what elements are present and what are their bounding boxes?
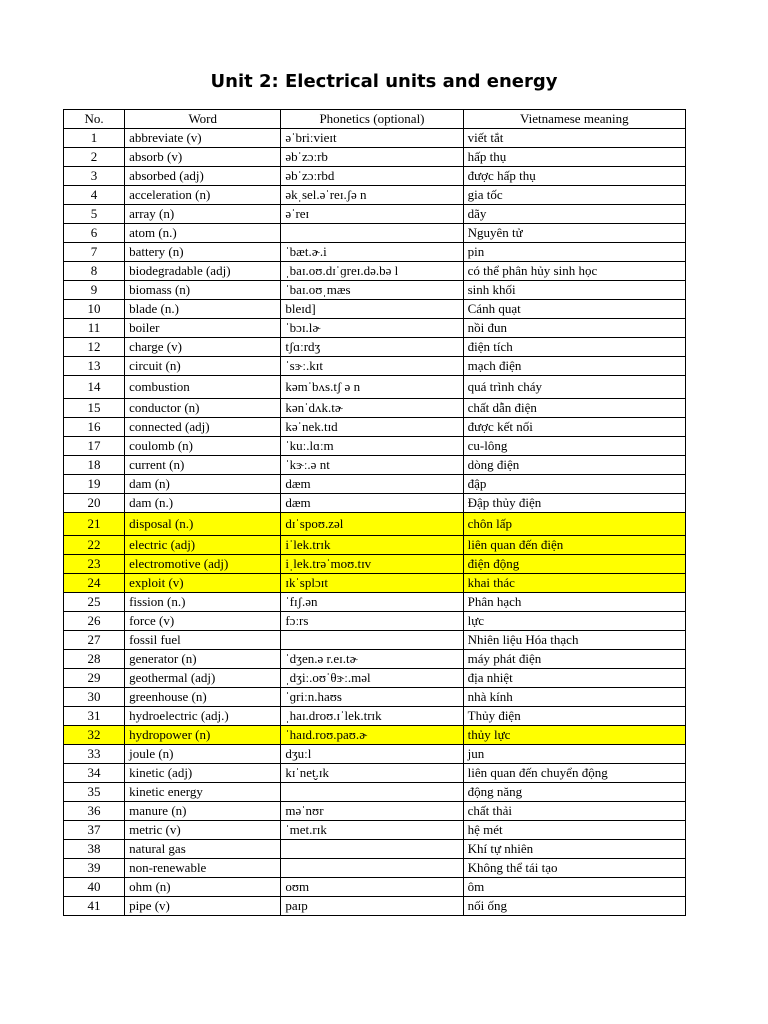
table-row [64,437,686,456]
table-row [64,593,686,612]
cell-number: 22 [64,536,125,555]
cell-meaning: nhà kính [463,688,685,707]
cell-meaning: pin [463,243,685,262]
table-row [64,513,686,536]
cell-meaning: địa nhiệt [463,669,685,688]
column-header-phonetics: Phonetics (optional) [281,110,463,129]
cell-word: force (v) [125,612,281,631]
cell-word: manure (n) [125,802,281,821]
cell-word: biodegradable (adj) [125,262,281,281]
cell-meaning: nối ống [463,897,685,916]
cell-number: 23 [64,555,125,574]
cell-phonetics: ˈbæt.ɚ.i [281,243,463,262]
cell-number: 2 [64,148,125,167]
cell-number: 1 [64,129,125,148]
cell-phonetics: kənˈdʌk.tɚ [281,399,463,418]
cell-phonetics: ˈsɝː.kɪt [281,357,463,376]
cell-word: exploit (v) [125,574,281,593]
cell-number: 28 [64,650,125,669]
cell-phonetics: ˈbaɪ.oʊˌmæs [281,281,463,300]
cell-meaning: nồi đun [463,319,685,338]
cell-word: electromotive (adj) [125,555,281,574]
cell-phonetics: oʊm [281,878,463,897]
cell-meaning: cu-lông [463,437,685,456]
cell-phonetics [281,631,463,650]
table-body [64,129,686,916]
table-row [64,802,686,821]
cell-word: current (n) [125,456,281,475]
table-row [64,399,686,418]
cell-number: 10 [64,300,125,319]
cell-word: metric (v) [125,821,281,840]
cell-phonetics: ˈɡriːn.haʊs [281,688,463,707]
cell-word: fossil fuel [125,631,281,650]
cell-number: 5 [64,205,125,224]
vocabulary-table [63,109,686,916]
cell-phonetics [281,859,463,878]
cell-meaning: jun [463,745,685,764]
cell-number: 13 [64,357,125,376]
cell-phonetics: ˈbɔɪ.lɚ [281,319,463,338]
cell-number: 37 [64,821,125,840]
cell-number: 31 [64,707,125,726]
cell-phonetics: əbˈzɔːrb [281,148,463,167]
table-row [64,745,686,764]
cell-meaning: chất dẫn điện [463,399,685,418]
cell-phonetics: ˌbaɪ.oʊ.dɪˈɡreɪ.də.bə l [281,262,463,281]
cell-word: conductor (n) [125,399,281,418]
cell-number: 3 [64,167,125,186]
cell-number: 25 [64,593,125,612]
cell-word: dam (n.) [125,494,281,513]
cell-meaning: điện động [463,555,685,574]
cell-word: pipe (v) [125,897,281,916]
cell-word: absorb (v) [125,148,281,167]
cell-phonetics: kɪˈnet̬.ɪk [281,764,463,783]
table-row [64,726,686,745]
cell-word: kinetic energy [125,783,281,802]
table-row [64,840,686,859]
cell-word: connected (adj) [125,418,281,437]
cell-number: 35 [64,783,125,802]
cell-word: circuit (n) [125,357,281,376]
cell-meaning: Không thể tái tạo [463,859,685,878]
cell-word: electric (adj) [125,536,281,555]
cell-phonetics: ˌdʒiː.oʊˈθɝː.məl [281,669,463,688]
cell-number: 15 [64,399,125,418]
cell-word: blade (n.) [125,300,281,319]
cell-number: 6 [64,224,125,243]
cell-meaning: chôn lấp [463,513,685,536]
cell-phonetics: əbˈzɔːrbd [281,167,463,186]
cell-number: 39 [64,859,125,878]
cell-word: coulomb (n) [125,437,281,456]
table-row [64,224,686,243]
cell-phonetics: ˈkuː.lɑːm [281,437,463,456]
cell-number: 16 [64,418,125,437]
cell-word: absorbed (adj) [125,167,281,186]
table-row [64,612,686,631]
cell-meaning: lực [463,612,685,631]
cell-phonetics: dæm [281,494,463,513]
cell-number: 29 [64,669,125,688]
column-header-meaning: Vietnamese meaning [463,110,685,129]
table-row [64,262,686,281]
cell-word: kinetic (adj) [125,764,281,783]
cell-meaning: Phân hạch [463,593,685,612]
cell-phonetics: paɪp [281,897,463,916]
cell-phonetics [281,783,463,802]
table-row [64,494,686,513]
cell-word: fission (n.) [125,593,281,612]
table-row [64,129,686,148]
table-row [64,319,686,338]
cell-number: 12 [64,338,125,357]
cell-meaning: động năng [463,783,685,802]
table-row [64,764,686,783]
cell-meaning: Nguyên tử [463,224,685,243]
cell-phonetics: ˈhaɪd.roʊ.paʊ.ɚ [281,726,463,745]
cell-phonetics: kəˈnek.tɪd [281,418,463,437]
cell-number: 36 [64,802,125,821]
cell-phonetics [281,840,463,859]
table-row [64,148,686,167]
cell-phonetics: ˈmet.rɪk [281,821,463,840]
table-row [64,859,686,878]
cell-number: 19 [64,475,125,494]
cell-phonetics: dɪˈspoʊ.zəl [281,513,463,536]
cell-phonetics: tʃɑːrdʒ [281,338,463,357]
cell-meaning: thủy lực [463,726,685,745]
cell-word: disposal (n.) [125,513,281,536]
table-row [64,186,686,205]
cell-number: 11 [64,319,125,338]
cell-phonetics: iˌlek.trəˈmoʊ.tɪv [281,555,463,574]
cell-phonetics: əˈbriːvieɪt [281,129,463,148]
cell-phonetics: əˈreɪ [281,205,463,224]
table-row [64,418,686,437]
cell-meaning: liên quan đến điện [463,536,685,555]
table-row [64,475,686,494]
cell-word: atom (n.) [125,224,281,243]
cell-number: 24 [64,574,125,593]
cell-phonetics: məˈnʊr [281,802,463,821]
cell-word: charge (v) [125,338,281,357]
table-row [64,650,686,669]
table-row [64,300,686,319]
cell-phonetics [281,224,463,243]
cell-phonetics: fɔːrs [281,612,463,631]
cell-meaning: điện tích [463,338,685,357]
cell-number: 21 [64,513,125,536]
cell-number: 32 [64,726,125,745]
cell-phonetics: dʒuːl [281,745,463,764]
cell-word: ohm (n) [125,878,281,897]
cell-number: 38 [64,840,125,859]
cell-number: 20 [64,494,125,513]
cell-meaning: máy phát điện [463,650,685,669]
table-row [64,897,686,916]
table-row [64,688,686,707]
cell-number: 30 [64,688,125,707]
cell-phonetics: əkˌsel.əˈreɪ.ʃə n [281,186,463,205]
cell-number: 17 [64,437,125,456]
column-header-no: No. [64,110,125,129]
cell-number: 40 [64,878,125,897]
cell-number: 7 [64,243,125,262]
table-row [64,821,686,840]
cell-word: abbreviate (v) [125,129,281,148]
cell-meaning: đập [463,475,685,494]
page-title: Unit 2: Electrical units and energy [210,71,558,92]
cell-word: hydroelectric (adj.) [125,707,281,726]
cell-word: generator (n) [125,650,281,669]
cell-number: 18 [64,456,125,475]
cell-word: hydropower (n) [125,726,281,745]
cell-word: greenhouse (n) [125,688,281,707]
cell-phonetics: ˈkɝː.ə nt [281,456,463,475]
cell-meaning: Thủy điện [463,707,685,726]
cell-meaning: dòng điện [463,456,685,475]
cell-meaning: viết tắt [463,129,685,148]
cell-phonetics: dæm [281,475,463,494]
cell-meaning: gia tốc [463,186,685,205]
cell-word: array (n) [125,205,281,224]
cell-meaning: hấp thụ [463,148,685,167]
cell-word: combustion [125,376,281,399]
table-row [64,631,686,650]
cell-meaning: dãy [463,205,685,224]
cell-meaning: quá trình cháy [463,376,685,399]
cell-meaning: sinh khối [463,281,685,300]
cell-meaning: có thể phân hủy sinh học [463,262,685,281]
cell-word: non-renewable [125,859,281,878]
table-row [64,574,686,593]
cell-number: 9 [64,281,125,300]
cell-phonetics: bleɪd] [281,300,463,319]
table-row [64,205,686,224]
cell-phonetics: ˌhaɪ.droʊ.ɪˈlek.trɪk [281,707,463,726]
table-row [64,376,686,399]
table-row [64,243,686,262]
cell-meaning: hệ mét [463,821,685,840]
table-header-row [64,110,686,129]
cell-meaning: Đập thủy điện [463,494,685,513]
cell-phonetics: ˈdʒen.ə r.eɪ.tɚ [281,650,463,669]
cell-phonetics: ˈfɪʃ.ən [281,593,463,612]
table-row [64,536,686,555]
cell-number: 26 [64,612,125,631]
cell-number: 33 [64,745,125,764]
cell-number: 27 [64,631,125,650]
cell-meaning: được kết nối [463,418,685,437]
cell-meaning: chất thải [463,802,685,821]
cell-phonetics: iˈlek.trɪk [281,536,463,555]
cell-word: acceleration (n) [125,186,281,205]
cell-word: dam (n) [125,475,281,494]
table-row [64,878,686,897]
cell-meaning: liên quan đến chuyển động [463,764,685,783]
cell-word: geothermal (adj) [125,669,281,688]
cell-meaning: mạch điện [463,357,685,376]
cell-number: 14 [64,376,125,399]
table-row [64,669,686,688]
table-row [64,338,686,357]
cell-phonetics: kəmˈbʌs.tʃ ə n [281,376,463,399]
cell-phonetics: ɪkˈsplɔɪt [281,574,463,593]
cell-meaning: Khí tự nhiên [463,840,685,859]
cell-word: boiler [125,319,281,338]
table-row [64,357,686,376]
cell-meaning: khai thác [463,574,685,593]
cell-word: natural gas [125,840,281,859]
cell-word: joule (n) [125,745,281,764]
cell-word: biomass (n) [125,281,281,300]
table-row [64,555,686,574]
cell-number: 8 [64,262,125,281]
cell-number: 41 [64,897,125,916]
cell-meaning: Nhiên liệu Hóa thạch [463,631,685,650]
cell-number: 34 [64,764,125,783]
cell-meaning: Cánh quạt [463,300,685,319]
cell-number: 4 [64,186,125,205]
table-row [64,456,686,475]
table-row [64,707,686,726]
column-header-word: Word [125,110,281,129]
table-row [64,167,686,186]
table-row [64,281,686,300]
cell-word: battery (n) [125,243,281,262]
table-row [64,783,686,802]
cell-meaning: ôm [463,878,685,897]
cell-meaning: được hấp thụ [463,167,685,186]
